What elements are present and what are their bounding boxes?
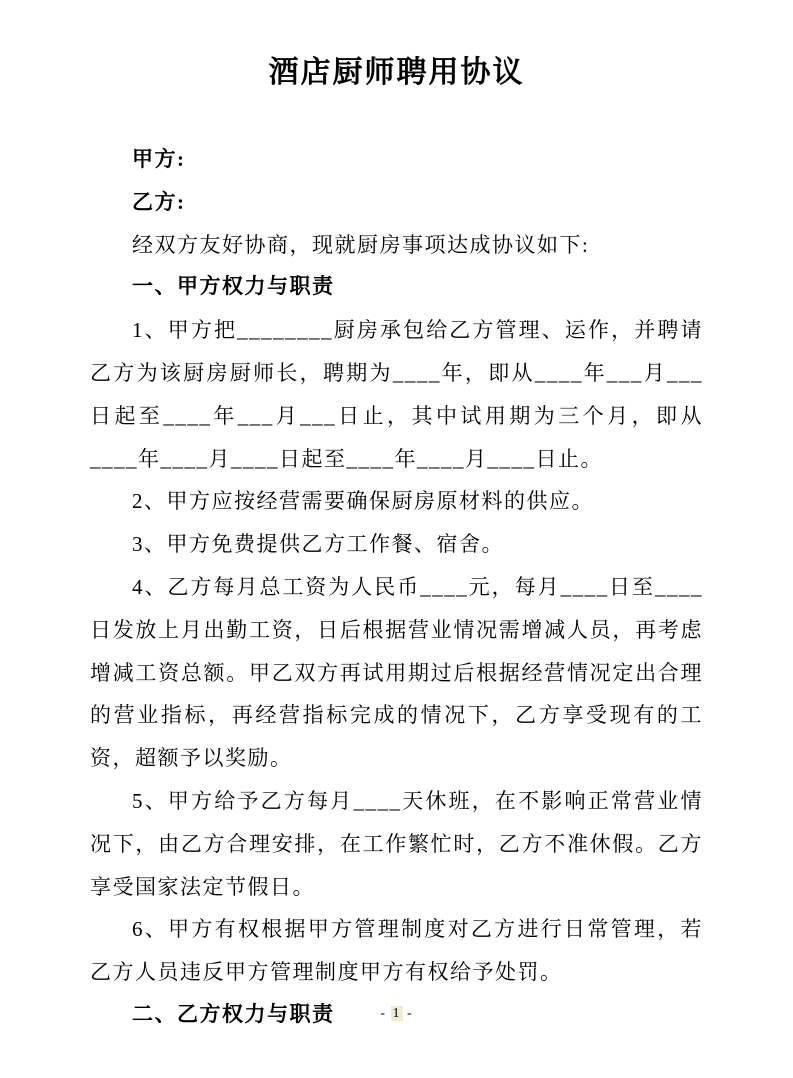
- clause-5: 5、甲方给予乙方每月____天休班，在不影响正常营业情况下，由乙方合理安排，在工作繁忙时，乙方不准休假。乙方享受国家法定节假日。: [90, 788, 703, 899]
- clause-1: 1、甲方把________厨房承包给乙方管理、运作，并聘请乙方为该厨房厨师长，聘期为____年，即从____年___月___日起至____年___月___日止，其中试用期为三个月，即从____年____月____日起至____年____月____日止。: [90, 318, 703, 471]
- section-2-heading: 二、乙方权力与职责: [132, 1002, 335, 1026]
- page-number-prefix: -: [380, 1006, 391, 1021]
- party-a-label: 甲方:: [132, 147, 186, 171]
- page-number: 1: [392, 1006, 401, 1021]
- page-number-suffix: -: [402, 1006, 413, 1021]
- document-body: [90, 138, 703, 1037]
- document-title: [90, 52, 703, 94]
- page-footer: [0, 1006, 793, 1022]
- document-title-text: 酒店厨师聘用协议: [268, 56, 525, 89]
- intro-paragraph: 经双方友好协商，现就厨房事项达成协议如下:: [132, 232, 590, 257]
- clause-3: 3、甲方免费提供乙方工作餐、宿舍。: [132, 532, 504, 557]
- party-b-label: 乙方:: [132, 189, 186, 214]
- clause-4: 4、乙方每月总工资为人民币____元，每月____日至____日发放上月出勤工资，日后根据营业情况需增减人员，再考虑增减工资总额。甲乙双方再试用期过后根据经营情况定出合理的营业指标，再经营指标完成的情况下，乙方享受现有的工资，超额予以奖励。: [90, 574, 703, 771]
- clause-2: 2、甲方应按经营需要确保厨房原材料的供应。: [132, 489, 594, 514]
- clause-6: 6、甲方有权根据甲方管理制度对乙方进行日常管理，若乙方人员违反甲方管理制度甲方有权给予处罚。: [90, 917, 703, 985]
- section-1-heading: 一、甲方权力与职责: [132, 275, 335, 299]
